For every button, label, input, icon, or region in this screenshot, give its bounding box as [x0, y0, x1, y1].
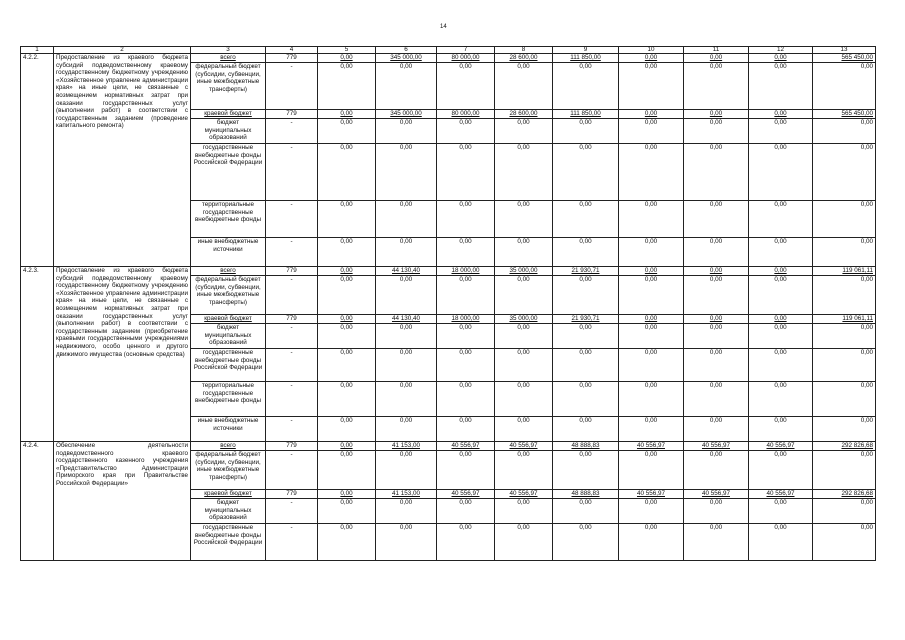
amount-cell: 0,00: [684, 119, 749, 144]
amount-cell: 0,00: [553, 417, 619, 442]
amount-cell: 40 556,97: [619, 490, 684, 499]
amount-cell: 0,00: [495, 349, 553, 382]
amount-cell: 0,00: [553, 201, 619, 238]
amount-cell: 0,00: [376, 201, 437, 238]
amount-cell: 0,00: [318, 417, 376, 442]
funding-source: государственные внебюджетные фонды Российской Федерации: [191, 144, 266, 201]
amount-cell: 0,00: [318, 54, 376, 63]
funding-source: краевой бюджет: [191, 490, 266, 499]
amount-cell: 0,00: [749, 499, 813, 524]
amount-cell: 0,00: [553, 63, 619, 110]
amount-cell: 0,00: [376, 499, 437, 524]
amount-cell: 0,00: [619, 54, 684, 63]
amount-cell: 18 000,00: [437, 267, 495, 276]
table-row: [21, 267, 876, 276]
amount-cell: 0,00: [749, 417, 813, 442]
amount-cell: 0,00: [318, 524, 376, 561]
amount-cell: 565 450,00: [813, 110, 876, 119]
amount-cell: 0,00: [376, 119, 437, 144]
amount-cell: 0,00: [318, 349, 376, 382]
header-cell: 13: [813, 47, 876, 54]
amount-cell: 0,00: [495, 524, 553, 561]
amount-cell: 40 556,97: [749, 442, 813, 451]
amount-cell: 0,00: [619, 499, 684, 524]
amount-cell: 48 888,83: [553, 490, 619, 499]
amount-cell: 0,00: [376, 451, 437, 490]
amount-cell: 0,00: [749, 54, 813, 63]
amount-cell: 0,00: [495, 417, 553, 442]
amount-cell: 0,00: [619, 324, 684, 349]
funding-source: бюджет муниципальных образований: [191, 324, 266, 349]
header-cell: 2: [54, 47, 191, 54]
item-code: 4.2.2.: [21, 54, 54, 267]
amount-cell: 0,00: [318, 63, 376, 110]
amount-cell: 28 600,00: [495, 110, 553, 119]
amount-cell: 0,00: [619, 267, 684, 276]
budget-code: -: [266, 201, 318, 238]
amount-cell: 0,00: [619, 451, 684, 490]
budget-code: -: [266, 276, 318, 315]
amount-cell: 0,00: [376, 63, 437, 110]
amount-cell: 0,00: [318, 490, 376, 499]
amount-cell: 0,00: [437, 417, 495, 442]
amount-cell: 0,00: [553, 276, 619, 315]
amount-cell: 0,00: [437, 324, 495, 349]
amount-cell: 0,00: [437, 451, 495, 490]
funding-source: всего: [191, 54, 266, 63]
amount-cell: 0,00: [684, 349, 749, 382]
amount-cell: 0,00: [619, 110, 684, 119]
funding-source: федеральный бюджет (субсидии, субвенции, иные межбюджетные трансферты): [191, 276, 266, 315]
amount-cell: 0,00: [813, 451, 876, 490]
amount-cell: 21 930,71: [553, 267, 619, 276]
amount-cell: 0,00: [619, 201, 684, 238]
funding-source: иные внебюджетные источники: [191, 417, 266, 442]
amount-cell: 0,00: [749, 324, 813, 349]
amount-cell: 0,00: [376, 144, 437, 201]
amount-cell: 0,00: [376, 349, 437, 382]
amount-cell: 0,00: [749, 276, 813, 315]
amount-cell: 0,00: [376, 324, 437, 349]
amount-cell: 0,00: [437, 382, 495, 417]
amount-cell: 0,00: [813, 524, 876, 561]
amount-cell: 0,00: [553, 451, 619, 490]
amount-cell: 0,00: [749, 349, 813, 382]
amount-cell: 0,00: [619, 238, 684, 267]
funding-source: всего: [191, 442, 266, 451]
item-description: Предоставление из краевого бюджета субсидий подведомственному краевому государственному бюджетному учреждению «Хозяйственное управление администрации края» на иные цели, не связанные с возмещением нормативных затрат при оказании государственных услуг (выполнении работ) в соответствии с государственным заданием (приобретение краевыми государственными учреждениями недвижимого, особо ценного и другого движимого имущества (основные средства): [54, 267, 191, 442]
amount-cell: 0,00: [318, 276, 376, 315]
amount-cell: 0,00: [318, 382, 376, 417]
funding-source: территориальные государственные внебюджетные фонды: [191, 201, 266, 238]
header-cell: 12: [749, 47, 813, 54]
funding-source: краевой бюджет: [191, 315, 266, 324]
amount-cell: 0,00: [553, 144, 619, 201]
amount-cell: 21 930,71: [553, 315, 619, 324]
amount-cell: 0,00: [495, 119, 553, 144]
amount-cell: 0,00: [684, 324, 749, 349]
amount-cell: 111 850,00: [553, 110, 619, 119]
amount-cell: 0,00: [376, 238, 437, 267]
budget-code: -: [266, 324, 318, 349]
amount-cell: 0,00: [318, 267, 376, 276]
budget-code: 779: [266, 110, 318, 119]
amount-cell: 565 450,00: [813, 54, 876, 63]
amount-cell: 0,00: [749, 451, 813, 490]
amount-cell: 0,00: [684, 499, 749, 524]
budget-code: -: [266, 382, 318, 417]
amount-cell: 0,00: [553, 324, 619, 349]
header-cell: 3: [191, 47, 266, 54]
amount-cell: 0,00: [318, 499, 376, 524]
amount-cell: 40 556,97: [437, 490, 495, 499]
amount-cell: 0,00: [684, 63, 749, 110]
amount-cell: 44 130,40: [376, 267, 437, 276]
amount-cell: 40 556,97: [684, 490, 749, 499]
funding-source: федеральный бюджет (субсидии, субвенции, иные межбюджетные трансферты): [191, 451, 266, 490]
amount-cell: 0,00: [684, 524, 749, 561]
budget-code: 779: [266, 267, 318, 276]
amount-cell: 0,00: [619, 315, 684, 324]
amount-cell: 0,00: [553, 499, 619, 524]
item-description: Предоставление из краевого бюджета субсидий подведомственному краевому государственному бюджетному учреждению «Хозяйственное управление администрации края» на иные цели, не связанные с возмещением нормативных затрат при оказании государственных услуг (выполнении работ) в соответствии с государственным заданием (проведение капитального ремонта): [54, 54, 191, 267]
amount-cell: 0,00: [553, 524, 619, 561]
amount-cell: 0,00: [749, 201, 813, 238]
amount-cell: 0,00: [684, 144, 749, 201]
amount-cell: 0,00: [619, 63, 684, 110]
amount-cell: 0,00: [813, 63, 876, 110]
amount-cell: 0,00: [318, 315, 376, 324]
amount-cell: 0,00: [749, 524, 813, 561]
amount-cell: 80 000,00: [437, 110, 495, 119]
budget-code: -: [266, 119, 318, 144]
amount-cell: 0,00: [813, 382, 876, 417]
amount-cell: 40 556,97: [619, 442, 684, 451]
amount-cell: 0,00: [495, 499, 553, 524]
amount-cell: 0,00: [684, 315, 749, 324]
budget-code: -: [266, 349, 318, 382]
amount-cell: 0,00: [495, 63, 553, 110]
amount-cell: 40 556,97: [495, 490, 553, 499]
funding-source: краевой бюджет: [191, 110, 266, 119]
amount-cell: 0,00: [495, 201, 553, 238]
amount-cell: 0,00: [619, 417, 684, 442]
amount-cell: 0,00: [318, 324, 376, 349]
amount-cell: 0,00: [437, 276, 495, 315]
amount-cell: 0,00: [813, 276, 876, 315]
amount-cell: 0,00: [813, 238, 876, 267]
amount-cell: 0,00: [684, 238, 749, 267]
amount-cell: 0,00: [813, 201, 876, 238]
amount-cell: 0,00: [495, 144, 553, 201]
header-cell: 7: [437, 47, 495, 54]
amount-cell: 40 556,97: [749, 490, 813, 499]
amount-cell: 0,00: [684, 417, 749, 442]
budget-code: -: [266, 417, 318, 442]
amount-cell: 41 153,00: [376, 442, 437, 451]
header-cell: 6: [376, 47, 437, 54]
amount-cell: 28 600,00: [495, 54, 553, 63]
budget-code: 779: [266, 490, 318, 499]
amount-cell: 0,00: [318, 110, 376, 119]
amount-cell: 0,00: [684, 382, 749, 417]
amount-cell: 0,00: [813, 144, 876, 201]
amount-cell: 0,00: [437, 119, 495, 144]
header-cell: 8: [495, 47, 553, 54]
budget-code: -: [266, 144, 318, 201]
amount-cell: 40 556,97: [437, 442, 495, 451]
amount-cell: 0,00: [437, 201, 495, 238]
amount-cell: 0,00: [437, 238, 495, 267]
table-row: [21, 54, 876, 63]
amount-cell: 0,00: [619, 276, 684, 315]
amount-cell: 0,00: [318, 451, 376, 490]
amount-cell: 0,00: [553, 382, 619, 417]
amount-cell: 0,00: [619, 119, 684, 144]
amount-cell: 0,00: [684, 451, 749, 490]
amount-cell: 0,00: [749, 315, 813, 324]
amount-cell: 0,00: [749, 144, 813, 201]
amount-cell: 292 826,68: [813, 490, 876, 499]
budget-table: [20, 46, 876, 561]
amount-cell: 0,00: [553, 349, 619, 382]
budget-code: -: [266, 499, 318, 524]
amount-cell: 35 000,00: [495, 267, 553, 276]
amount-cell: 0,00: [749, 382, 813, 417]
amount-cell: 0,00: [495, 238, 553, 267]
header-cell: 1: [21, 47, 54, 54]
amount-cell: 0,00: [437, 499, 495, 524]
amount-cell: 119 061,11: [813, 315, 876, 324]
table-row: [21, 442, 876, 451]
header-cell: 5: [318, 47, 376, 54]
amount-cell: 0,00: [318, 144, 376, 201]
amount-cell: 0,00: [813, 349, 876, 382]
amount-cell: 0,00: [318, 442, 376, 451]
amount-cell: 0,00: [684, 201, 749, 238]
amount-cell: 0,00: [553, 238, 619, 267]
amount-cell: 0,00: [619, 144, 684, 201]
item-code: 4.2.4.: [21, 442, 54, 561]
amount-cell: 0,00: [437, 144, 495, 201]
funding-source: бюджет муниципальных образований: [191, 499, 266, 524]
amount-cell: 0,00: [749, 110, 813, 119]
amount-cell: 345 000,00: [376, 54, 437, 63]
amount-cell: 119 061,11: [813, 267, 876, 276]
header-cell: 9: [553, 47, 619, 54]
funding-source: государственные внебюджетные фонды Российской Федерации: [191, 349, 266, 382]
funding-source: федеральный бюджет (субсидии, субвенции, иные межбюджетные трансферты): [191, 63, 266, 110]
funding-source: бюджет муниципальных образований: [191, 119, 266, 144]
amount-cell: 0,00: [684, 267, 749, 276]
budget-code: 779: [266, 54, 318, 63]
budget-code: -: [266, 451, 318, 490]
amount-cell: 0,00: [813, 417, 876, 442]
amount-cell: 0,00: [495, 382, 553, 417]
funding-source: всего: [191, 267, 266, 276]
amount-cell: 40 556,97: [684, 442, 749, 451]
amount-cell: 0,00: [437, 524, 495, 561]
amount-cell: 0,00: [749, 238, 813, 267]
amount-cell: 0,00: [318, 238, 376, 267]
amount-cell: 0,00: [813, 119, 876, 144]
budget-code: 779: [266, 442, 318, 451]
amount-cell: 0,00: [437, 63, 495, 110]
amount-cell: 0,00: [749, 63, 813, 110]
amount-cell: 0,00: [376, 524, 437, 561]
item-code: 4.2.3.: [21, 267, 54, 442]
amount-cell: 48 888,83: [553, 442, 619, 451]
amount-cell: 0,00: [376, 417, 437, 442]
amount-cell: 0,00: [619, 349, 684, 382]
amount-cell: 44 130,40: [376, 315, 437, 324]
funding-source: территориальные государственные внебюджетные фонды: [191, 382, 266, 417]
amount-cell: 0,00: [495, 276, 553, 315]
amount-cell: 111 850,00: [553, 54, 619, 63]
amount-cell: 35 000,00: [495, 315, 553, 324]
amount-cell: 345 000,00: [376, 110, 437, 119]
amount-cell: 0,00: [684, 276, 749, 315]
amount-cell: 0,00: [376, 276, 437, 315]
amount-cell: 0,00: [376, 382, 437, 417]
amount-cell: 0,00: [749, 267, 813, 276]
amount-cell: 0,00: [684, 110, 749, 119]
budget-code: -: [266, 238, 318, 267]
amount-cell: 0,00: [813, 499, 876, 524]
budget-code: -: [266, 524, 318, 561]
budget-code: -: [266, 63, 318, 110]
amount-cell: 0,00: [619, 382, 684, 417]
amount-cell: 0,00: [318, 119, 376, 144]
amount-cell: 18 000,00: [437, 315, 495, 324]
amount-cell: 41 153,00: [376, 490, 437, 499]
amount-cell: 0,00: [684, 54, 749, 63]
amount-cell: 0,00: [318, 201, 376, 238]
amount-cell: 0,00: [495, 451, 553, 490]
header-cell: 4: [266, 47, 318, 54]
page-number: 14: [440, 24, 447, 30]
amount-cell: 292 826,68: [813, 442, 876, 451]
amount-cell: 0,00: [437, 349, 495, 382]
column-number-row: [21, 47, 876, 54]
funding-source: государственные внебюджетные фонды Российской Федерации: [191, 524, 266, 561]
amount-cell: 40 556,97: [495, 442, 553, 451]
funding-source: иные внебюджетные источники: [191, 238, 266, 267]
header-cell: 11: [684, 47, 749, 54]
amount-cell: 80 000,00: [437, 54, 495, 63]
budget-code: 779: [266, 315, 318, 324]
amount-cell: 0,00: [495, 324, 553, 349]
amount-cell: 0,00: [553, 119, 619, 144]
item-description: Обеспечение деятельности подведомственного краевого государственного казенного учреждения «Представительство Администрации Приморского края при Правительстве Российской Федерации»: [54, 442, 191, 561]
header-cell: 10: [619, 47, 684, 54]
amount-cell: 0,00: [749, 119, 813, 144]
amount-cell: 0,00: [619, 524, 684, 561]
amount-cell: 0,00: [813, 324, 876, 349]
